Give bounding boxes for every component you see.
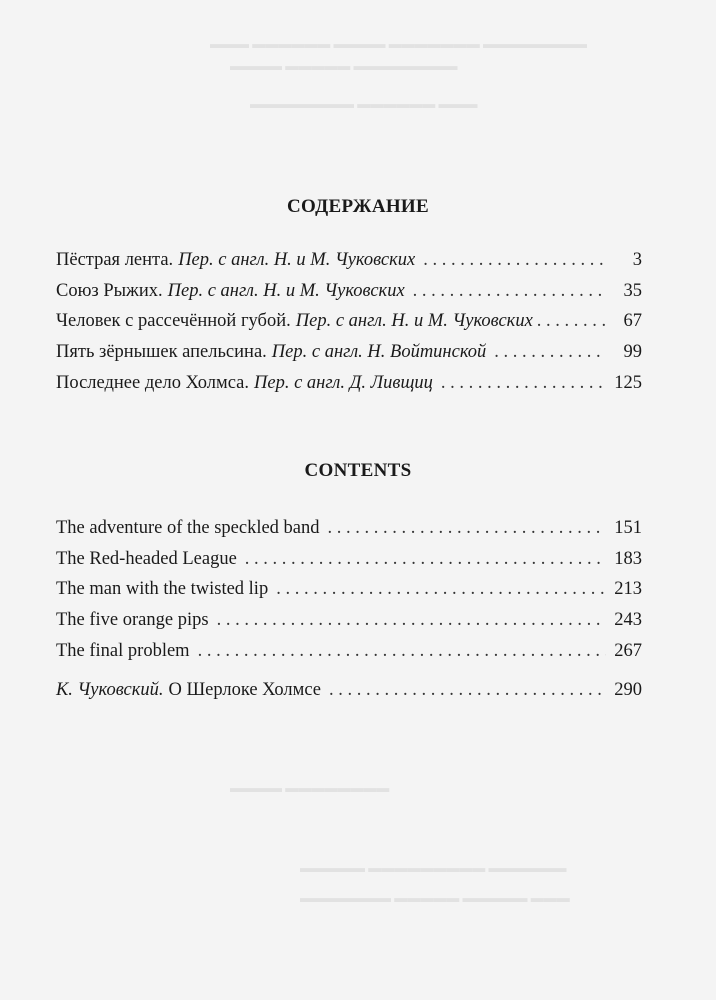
- afterword-author: К. Чуковский.: [56, 680, 164, 700]
- page-number: 3: [632, 250, 642, 270]
- dot-leader: [494, 342, 606, 363]
- toc-entry: [56, 311, 642, 342]
- translator-credit: Пер. с англ. Н. и М. Чуковских: [295, 311, 533, 332]
- dot-leader: [537, 311, 608, 332]
- toc-entry-afterword: [56, 680, 642, 711]
- toc-entry: [56, 250, 642, 281]
- dot-leader: [328, 518, 606, 539]
- contents-ru-heading: СОДЕРЖАНИЕ: [287, 196, 429, 217]
- toc-entry: [56, 342, 642, 373]
- dot-leader: [423, 250, 606, 271]
- story-title: Человек с рассечённой губой.: [56, 311, 291, 332]
- show-through-text: ▬▬▬▬▬▬▬ ▬▬▬▬▬ ▬▬▬▬▬ ▬▬▬: [300, 890, 570, 905]
- dot-leader: [217, 610, 606, 631]
- page-number: 213: [614, 579, 642, 600]
- toc-entry: [56, 518, 642, 549]
- translator-credit: Пер. с англ. Д. Ливщиц: [254, 372, 433, 393]
- toc-entry: [56, 549, 642, 580]
- story-title: The five orange pips: [56, 610, 209, 631]
- show-through-text: ▬▬▬ ▬▬▬▬▬▬ ▬▬▬▬ ▬▬▬▬▬▬▬ ▬▬▬▬▬▬▬▬: [210, 36, 587, 51]
- page-number: 183: [614, 548, 642, 569]
- page-number: 35: [623, 280, 642, 301]
- afterword-title: О Шерлоке Холмсе: [168, 680, 321, 700]
- contents-en-heading: CONTENTS: [304, 460, 412, 481]
- story-title: The final problem: [56, 640, 190, 661]
- toc-entry: [56, 641, 642, 672]
- story-title: Союз Рыжих.: [56, 280, 163, 301]
- dot-leader: [441, 373, 606, 394]
- show-through-text: ▬▬▬▬▬▬▬▬ ▬▬▬▬▬▬ ▬▬▬: [250, 96, 478, 111]
- page-number: 67: [623, 311, 642, 332]
- afterword-list: [56, 680, 642, 711]
- page-number: 99: [623, 342, 642, 363]
- toc-entry: [56, 373, 642, 404]
- contents-ru-list: [56, 250, 642, 403]
- story-title: The adventure of the speckled band: [56, 518, 320, 538]
- dot-leader: [245, 549, 606, 570]
- dot-leader: [276, 579, 606, 600]
- show-through-text: ▬▬▬▬ ▬▬▬▬▬ ▬▬▬▬▬▬▬▬: [230, 58, 458, 73]
- toc-entry: [56, 610, 642, 641]
- translator-credit: Пер. с англ. Н. и М. Чуковских: [167, 280, 405, 301]
- toc-entry: [56, 281, 642, 312]
- dot-leader: [198, 641, 606, 662]
- page-number: 151: [614, 518, 642, 538]
- show-through-text: ▬▬▬▬ ▬▬▬▬▬▬▬▬: [230, 780, 390, 795]
- story-title: The man with the twisted lip: [56, 579, 269, 600]
- page-number: 290: [614, 680, 642, 700]
- contents-en-list: [56, 518, 642, 671]
- toc-entry: [56, 579, 642, 610]
- dot-leader: [329, 680, 606, 701]
- translator-credit: Пер. с англ. Н. Войтинской: [271, 342, 487, 363]
- page-number: 267: [614, 640, 642, 661]
- translator-credit: Пер. с англ. Н. и М. Чуковских: [178, 250, 416, 270]
- page-number: 243: [614, 610, 642, 631]
- dot-leader: [413, 281, 606, 302]
- page-number: 125: [614, 372, 642, 393]
- story-title: Пять зёрнышек апельсина.: [56, 342, 267, 363]
- show-through-text: ▬▬▬▬▬ ▬▬▬▬▬▬▬▬▬ ▬▬▬▬▬▬: [300, 860, 567, 875]
- story-title: The Red-headed League: [56, 548, 237, 569]
- story-title: Пёстрая лента.: [56, 250, 174, 270]
- story-title: Последнее дело Холмса.: [56, 372, 249, 393]
